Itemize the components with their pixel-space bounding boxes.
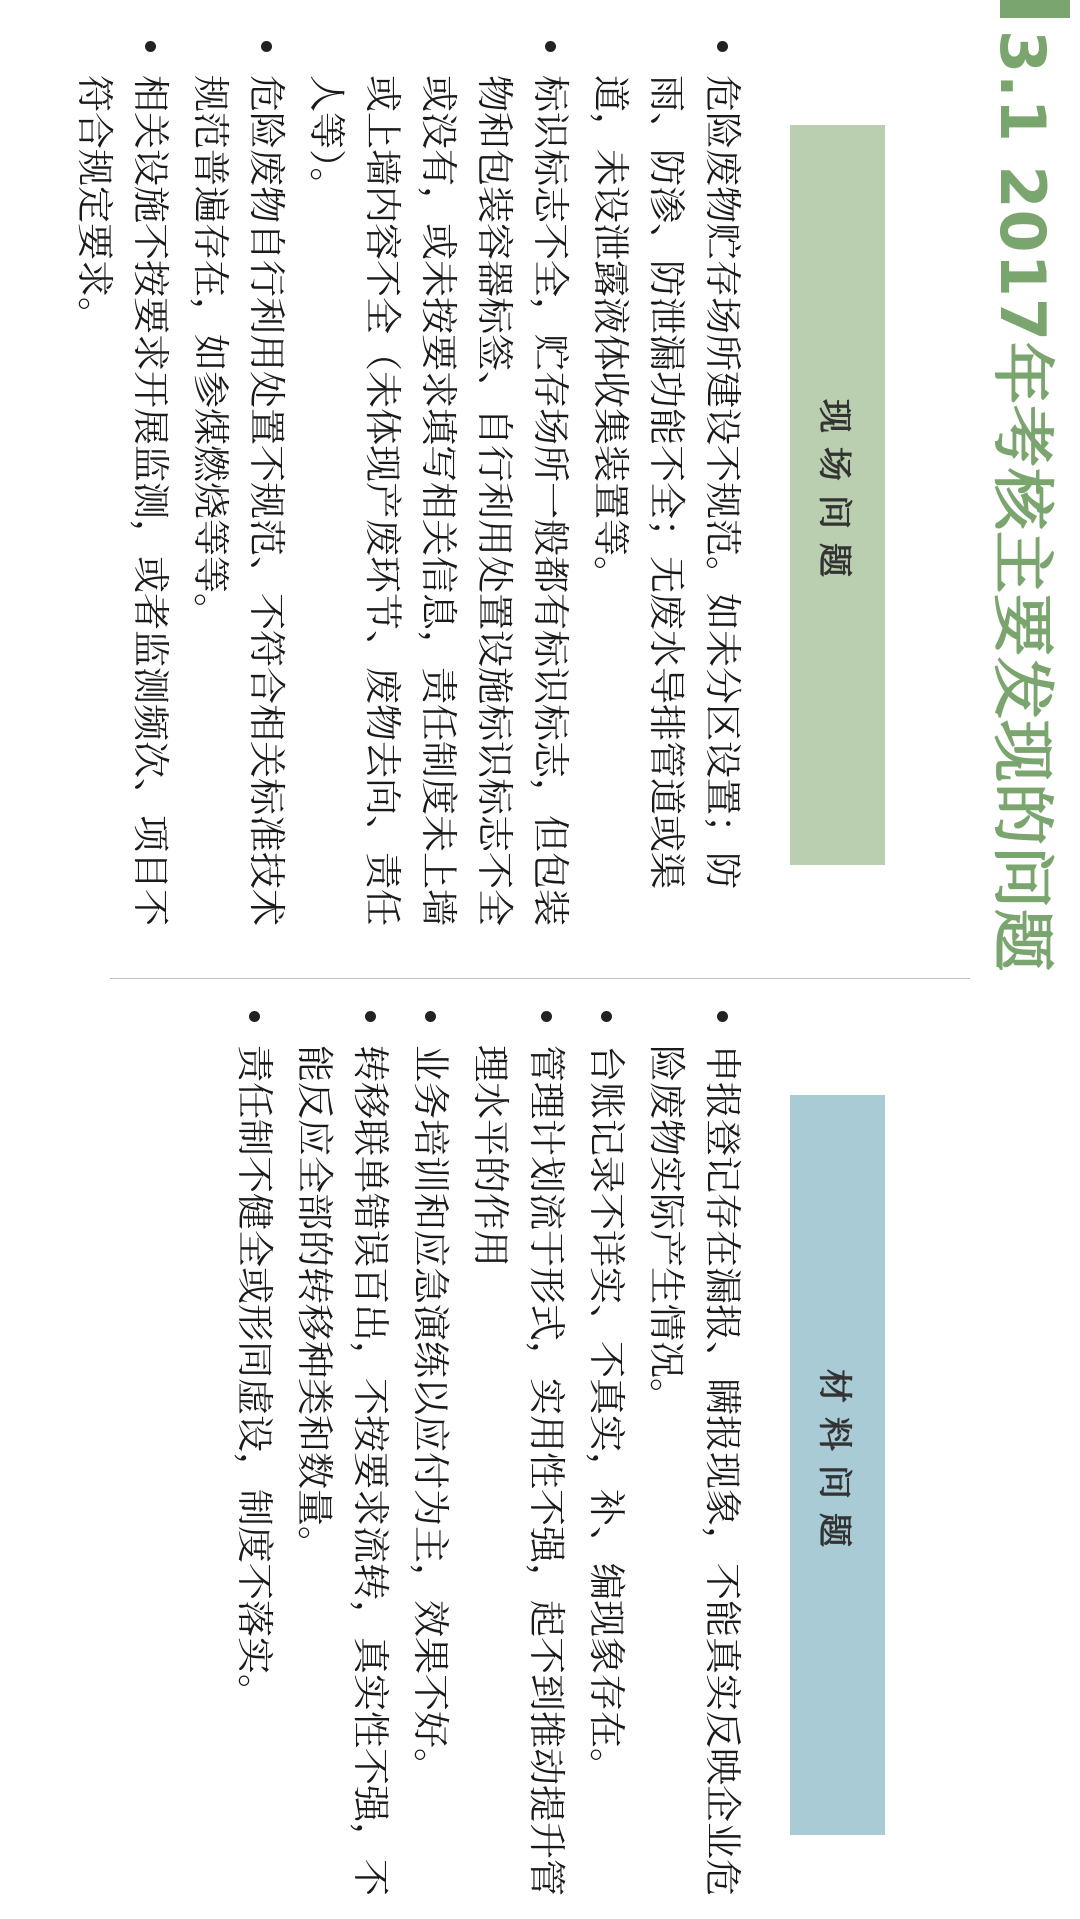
- page-title: 3.1 2017年考核主要发现的问题: [986, 30, 1059, 972]
- item-text: 业务培训和应急演练以应付为主，效果不好。: [409, 1045, 452, 1785]
- list-item: [226, 1005, 282, 1905]
- bullet-icon: [601, 1011, 612, 1022]
- list-item: [638, 1005, 750, 1905]
- item-text: 转移联单错误百出，不按要求流转，真实性不强，不能反应全部的转移种类和数量。: [293, 1045, 392, 1896]
- site-problems-header: [790, 125, 885, 865]
- bullet-icon: [425, 1011, 436, 1022]
- bullet-icon: [717, 41, 728, 52]
- list-item: [578, 1005, 634, 1905]
- doc-problems-header: [790, 1095, 885, 1835]
- bullet-icon: [365, 1011, 376, 1022]
- item-text: 标识标志不全，贮存场所一般都有标识标志，但包装物和包装容器标签、自行利用处置设施标识标志不全或没有，或未按要求填写相关信息，责任制度未上墙或上墙内容不全（未体现产废环节、废物去向、责任人等）。: [305, 75, 572, 926]
- item-text: 相关设施不按要求开展监测，或者监测频次、项目不符合规定要求。: [73, 75, 172, 926]
- site-problems-list: [62, 35, 750, 935]
- title-accent-bar: [1000, 0, 1070, 18]
- list-item: [402, 1005, 458, 1905]
- bullet-icon: [145, 41, 156, 52]
- list-item: [582, 35, 750, 935]
- bullet-icon: [261, 41, 272, 52]
- bullet-icon: [545, 41, 556, 52]
- bullet-icon: [541, 1011, 552, 1022]
- item-text: 申报登记存在漏报、瞒报现象，不能真实反映企业危险废物实际产生情况。: [645, 1045, 744, 1896]
- list-item: [286, 1005, 398, 1905]
- item-text: 管理计划流于形式，实用性不强，起不到推动提升管理水平的作用: [469, 1045, 568, 1896]
- item-text: 危险废物自行利用处置不规范、不符合相关标准技术规范普遍存在，如参煤燃烧等等。: [189, 75, 288, 926]
- item-text: 台账记录不详实、不真实，补、编现象存在。: [585, 1045, 628, 1785]
- list-item: [298, 35, 578, 935]
- doc-problems-label: 材料问题: [814, 1369, 854, 1561]
- bullet-icon: [249, 1011, 260, 1022]
- item-text: 责任制不健全或形同虚设，制度不落实。: [233, 1045, 276, 1711]
- list-item: [462, 1005, 574, 1905]
- list-item: [66, 35, 178, 935]
- site-problems-label: 现场问题: [814, 399, 854, 591]
- list-item: [182, 35, 294, 935]
- item-text: 危险废物贮存场所建设不规范。如未分区设置；防雨、防渗、防泄漏功能不全；无废水导排管道或渠道，未设泄露液体收集装置等。: [589, 75, 744, 889]
- doc-problems-list: [222, 1005, 750, 1905]
- bullet-icon: [717, 1011, 728, 1022]
- section-divider: [110, 978, 970, 979]
